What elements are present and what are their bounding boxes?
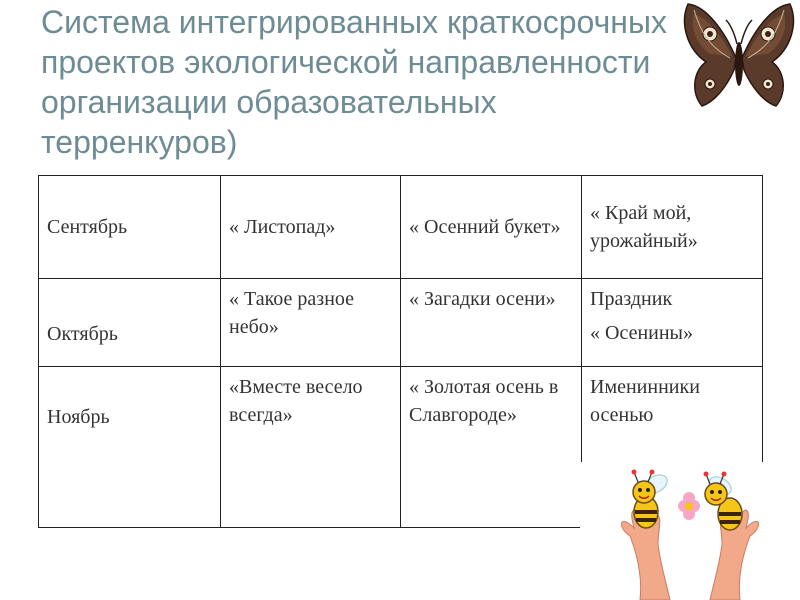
- table-row: [39, 279, 763, 367]
- butterfly-left-wing: [685, 4, 736, 106]
- slide-title-line-2: проектов экологической направленности: [41, 44, 651, 80]
- project-cell: [582, 279, 763, 367]
- butterfly-body: [735, 42, 743, 86]
- project-cell: « Листопад»: [221, 176, 401, 279]
- butterfly-right-wing: [742, 4, 793, 106]
- bees-on-hands-image: [580, 462, 800, 600]
- project-cell-line: « Осенины»: [590, 322, 693, 344]
- month-cell: Ноябрь: [39, 367, 221, 528]
- project-cell: «Вместе весело всегда»: [221, 367, 401, 528]
- project-cell: « Такое разное небо»: [221, 279, 401, 367]
- month-cell: Сентябрь: [39, 176, 221, 279]
- slide-title-line-1: Система интегрированных краткосрочных: [41, 4, 667, 40]
- slide-title-line-4: терренкуров): [41, 124, 238, 160]
- project-cell: « Осенний букет»: [401, 176, 582, 279]
- butterfly-image: [680, 0, 798, 120]
- project-cell: « Золотая осень в Славгороде»: [401, 367, 582, 528]
- project-cell: « Край мой, урожайный»: [582, 176, 763, 279]
- table-row: [39, 176, 763, 279]
- project-cell-line: Праздник: [590, 288, 673, 310]
- project-cell: Именинники осенью: [582, 367, 763, 528]
- slide-title: [41, 2, 741, 162]
- month-cell: Октябрь: [39, 279, 221, 367]
- slide-title-line-3: организации образовательных: [41, 84, 497, 120]
- project-cell: « Загадки осени»: [401, 279, 582, 367]
